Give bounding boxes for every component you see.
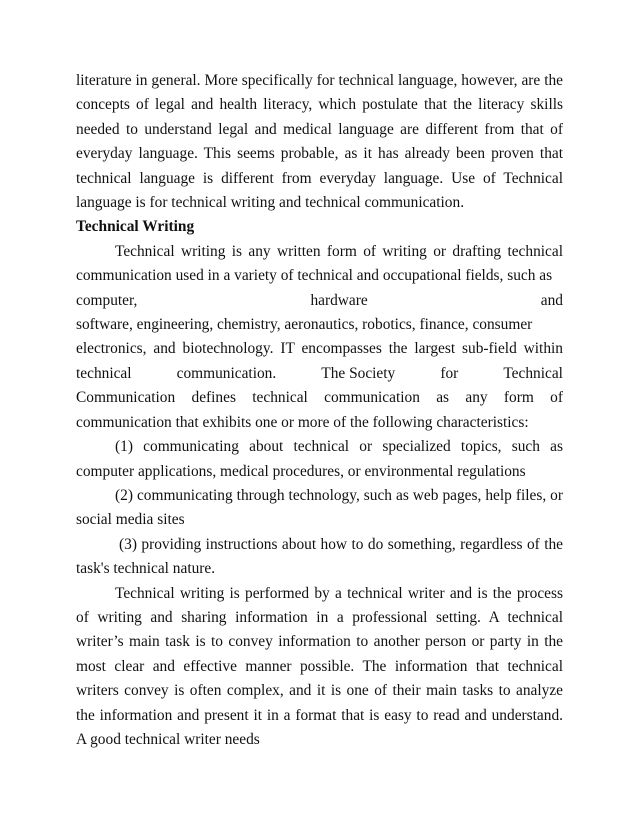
word-and: and xyxy=(540,291,563,309)
word-computer: computer, xyxy=(76,291,138,309)
final-paragraph: Technical writing is performed by a technical writer and is the process of writing and sharing information in a professional setting. A technical writer’s main task is to convey information to another person or party in the most clear and effective manner possible. The information that technical writers convey is often complex, and it is one of their main tasks to analyze the information and present it in a format that is easy to read and understand. A good technical writer needs xyxy=(76,584,563,748)
word-technical-2: Technical xyxy=(503,364,563,382)
document-body xyxy=(76,69,563,752)
tw-paragraph-end: Communication defines technical communication as any form of communication that exhibits one or more of the following characteristics: xyxy=(76,389,563,431)
tw-paragraph-start: Technical writing is any written form of writing or drafting technical communication used in a variety of technical and occupational fields, such as xyxy=(76,242,563,285)
section-heading: Technical Writing xyxy=(76,218,195,236)
spread-line-computer xyxy=(76,289,563,313)
list-item-3: (3) providing instructions about how to do something, regardless of the task's technical nature. xyxy=(76,535,563,578)
list-item-1: (1) communicating about technical or specialized topics, such as computer applications, medical procedures, or environmental regulations xyxy=(76,438,563,480)
list-item-2: (2) communicating through technology, such as web pages, help files, or social media sites xyxy=(76,486,563,529)
intro-paragraph: literature in general. More specifically for technical language, however, are the concepts of legal and health literacy, which postulate that the literacy skills needed to understand legal and medical language are different from that of everyday language. This seems probable, as it has already been proven that technical language is different from everyday language. Use of Technical language is for technical writing and technical communication. xyxy=(76,72,563,212)
word-communication: communication. xyxy=(176,364,277,382)
line-electronics: electronics, and biotechnology. IT encompasses the largest sub-field within xyxy=(76,340,563,358)
word-the-society: The Society xyxy=(321,364,396,382)
word-technical: technical xyxy=(76,364,132,382)
line-software: software, engineering, chemistry, aeronautics, robotics, finance, consumer xyxy=(76,316,533,334)
spread-line-technical xyxy=(76,362,563,386)
word-hardware: hardware xyxy=(310,291,368,309)
word-for: for xyxy=(440,364,459,382)
